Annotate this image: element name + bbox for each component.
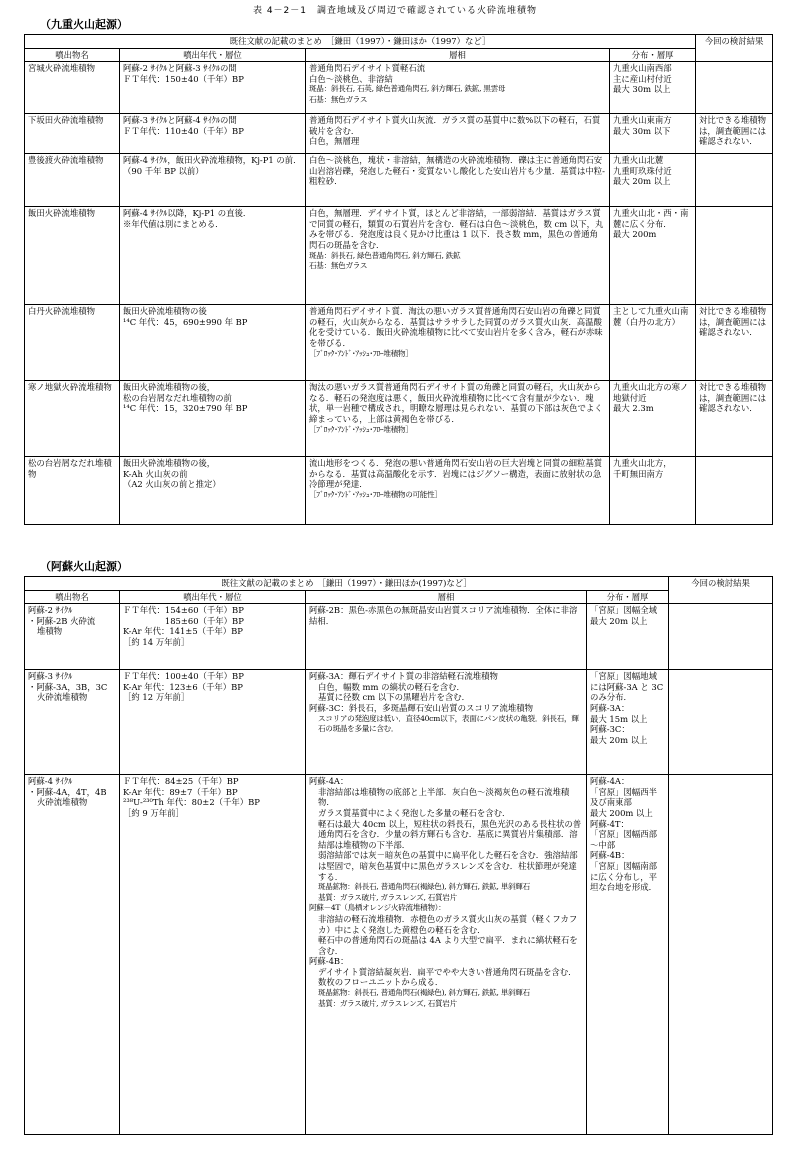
row-age: 阿蘇-3 ｻｲｸﾙと阿蘇-4 ｻｲｸﾙの間 ＦＴ年代：110±40（千年）BP xyxy=(120,114,306,154)
row-dist: 九重火山北方の寒ノ地獄付近 最大 2.3m xyxy=(610,381,696,457)
row-age: ＦＴ年代：100±40（千年）BP K-Ar 年代：123±6（千年）BP ［約 12 万年前］ xyxy=(120,670,306,775)
table-row xyxy=(25,62,773,114)
row-facies: 白色～淡桃色，塊状・非溶結，無構造の火砕流堆積物．礫は主に普通角閃石安山岩溶岩礫，発泡した軽石・変質ないし酸化した安山岩片も少量．基質は中粒-粗粒砂． xyxy=(306,154,610,207)
table-row xyxy=(25,381,773,457)
col-age: 噴出年代・層位 xyxy=(120,48,306,62)
row-dist: 「宮原」図幅全域 最大 20m 以上 xyxy=(587,604,669,670)
row-name: 阿蘇-4 ｻｲｸﾙ ・阿蘇-4A，4T，4B 火砕流堆積物 xyxy=(25,775,120,1135)
row-result xyxy=(696,154,773,207)
table-row xyxy=(25,457,773,525)
row-name: 宮城火砕流堆積物 xyxy=(25,62,120,114)
row-name: 阿蘇-3 ｻｲｸﾙ ・阿蘇-3A，3B，3C 火砕流堆積物 xyxy=(25,670,120,775)
row-age: ＦＴ年代：154±60（千年）BP 185±60（千年）BP K-Ar 年代：141±5（千年）BP ［約 14 万年前］ xyxy=(120,604,306,670)
row-dist: 九重火山北方， 千町無田南方 xyxy=(610,457,696,525)
row-facies: 普通角閃石デイサイト質軽石流 白色～淡桃色、非溶結 斑晶：斜長石, 石英, 緑色普通角閃石, 斜方輝石, 鉄鉱, 黒雲母 石基：無色ガラス xyxy=(306,62,610,114)
row-dist: 九重火山北・西・南麓に広く分布． 最大 200m xyxy=(610,207,696,305)
table-row xyxy=(25,775,773,1135)
header-group: 既往文献の記載のまとめ ［鎌田（1997）・鎌田ほか(1997)など］ xyxy=(25,577,669,591)
table-row xyxy=(25,114,773,154)
row-name: 豊後渡火砕流堆積物 xyxy=(25,154,120,207)
row-result xyxy=(669,604,773,670)
row-result: 対比できる堆積物は，調査範囲には確認されない． xyxy=(696,305,773,381)
table-row xyxy=(25,670,773,775)
table-kuju xyxy=(24,34,773,525)
row-dist: 九重火山南西部 主に産山村付近 最大 30m 以上 xyxy=(610,62,696,114)
table-row xyxy=(25,207,773,305)
row-name: 飯田火砕流堆積物 xyxy=(25,207,120,305)
col-facies: 層相 xyxy=(306,48,610,62)
row-facies: 普通角閃石デイサイト質．淘汰の悪いガラス質普通角閃石安山岩の角礫と同質の軽石，火山灰からなる．基質はサラサラした同質のガラス質火山灰．高温酸化を受けている．飯田火砕流堆積物に比べて安山岩片を多く含み，軽石が赤味を帯びる． ［ﾌﾞﾛｯｸ･ｱﾝﾄﾞ･ｱｯｼｭ･ﾌﾛｰ堆積物］ xyxy=(306,305,610,381)
row-name: 寒ノ地獄火砕流堆積物 xyxy=(25,381,120,457)
table-aso xyxy=(24,576,773,1135)
table-row xyxy=(25,305,773,381)
row-dist: 「宮原」図幅地域には阿蘇-3A と 3C のみ分布． 阿蘇-3A： 最大 15m 以上 阿蘇-3C： 最大 20m 以上 xyxy=(587,670,669,775)
row-result xyxy=(696,207,773,305)
row-facies: 流山地形をつくる．発泡の悪い普通角閃石安山岩の巨大岩塊と同質の細粒基質からなる．基質は高温酸化を示す．岩塊にはジグソー構造，表面に放射状の急冷節理が発達． ［ﾌﾞﾛｯｸ･ｱﾝﾄﾞ･ｱｯｼｭ･ﾌﾛｰ堆積物の可能性］ xyxy=(306,457,610,525)
row-dist: 主として九重火山南麓（白丹の北方） xyxy=(610,305,696,381)
row-facies: 阿蘇-4A： 非溶結部は堆積物の底部と上半部．灰白色～淡褐灰色の軽石流堆積物． ガラス質基質中によく発泡した多量の軽石を含む． 軽石は最大 40cm 以上，短柱状の斜長石，黒色光沢のある長柱状の普通角閃石を含む．少量の斜方輝石も含む．基底に異質岩片集積部．溶結部は堆積物の下半部． 弱溶結部では灰－暗灰色の基質中に扁平化した軽石を含む．強溶結部は堅固で，暗灰色基質中に黒色ガラスレンズを含む．柱状節理が発達する． 斑晶鉱物：斜長石, 普通角閃石(褐緑色), 斜方輝石, 鉄鉱, 単斜輝石 基質：ガラス破片, ガラスレンズ, 石質岩片 阿蘇－4T（鳥栖オレンジ火砕流堆積物）： 非溶結の軽石流堆積物．赤橙色のガラス質火山灰の基質（軽くフカフカ）中によく発泡した黄橙色の軽石を含む． 軽石中の普通角閃石の斑晶は 4A より大型で扁平．まれに縞状軽石を含む． 阿蘇-4B： デイサイト質溶結凝灰岩．扁平でやや大きい普通角閃石斑晶を含む．数枚のフローユニットから成る． 斑晶鉱物：斜長石, 普通角閃石(褐緑色), 斜方輝石, 鉄鉱, 単斜輝石 基質：ガラス破片, ガラスレンズ, 石質岩片 xyxy=(306,775,587,1135)
col-name: 噴出物名 xyxy=(25,590,120,604)
header-group: 既往文献の記載のまとめ ［鎌田（1997）・鎌田ほか（1997）など］ xyxy=(25,35,696,49)
table-row xyxy=(25,604,773,670)
row-name: 白丹火砕流堆積物 xyxy=(25,305,120,381)
col-facies: 層相 xyxy=(306,590,587,604)
row-dist: 九重火山東南方 最大 30m 以下 xyxy=(610,114,696,154)
row-facies: 阿蘇-2B：黒色-赤黒色の無斑晶安山岩質スコリア流堆積物．全体に非溶結相． xyxy=(306,604,587,670)
document-title: 表 4－2－1 調査地域及び周辺で確認されている火砕流堆積物 xyxy=(252,6,538,16)
row-result xyxy=(696,457,773,525)
row-result: 対比できる堆積物は，調査範囲には確認されない． xyxy=(696,114,773,154)
row-result xyxy=(669,670,773,775)
row-facies: 白色，無層理．デイサイト質，ほとんど非溶結，一部弱溶結．基質はガラス質で同質の軽石，類質の石質岩片を含む．軽石は白色～淡桃色，数 cm 以下，丸みを帯びる．発泡度は良く見かけ比重は 1 以下．長さ数 mm，黒色の普通角閃石の斑晶を含む． 斑晶：斜長石, 緑色普通角閃石, 斜方輝石, 鉄鉱 石基：無色ガラス xyxy=(306,207,610,305)
row-age: ＦＴ年代：84±25（千年）BP K-Ar 年代：89±7（千年）BP ²³⁸U-²³⁰Th 年代：80±2（千年）BP ［約 9 万年前］ xyxy=(120,775,306,1135)
row-age: 阿蘇-2 ｻｲｸﾙと阿蘇-3 ｻｲｸﾙの間 ＦＴ年代：150±40（千年）BP xyxy=(120,62,306,114)
header-result: 今回の検討結果 xyxy=(696,35,773,62)
header-result: 今回の検討結果 xyxy=(669,577,773,604)
table-row xyxy=(25,154,773,207)
section-title-aso: （阿蘇火山起源） xyxy=(40,560,128,573)
col-dist: 分布・層厚 xyxy=(610,48,696,62)
section-title-kuju: （九重火山起源） xyxy=(40,18,128,31)
row-age: 阿蘇-4 ｻｲｸﾙ，飯田火砕流堆積物，Kj-P1 の前． （90 千年 BP 以前） xyxy=(120,154,306,207)
row-name: 松の台岩屑なだれ堆積物 xyxy=(25,457,120,525)
row-age: 飯田火砕流堆積物の後 ¹⁴C 年代：45，690±990 年 BP xyxy=(120,305,306,381)
col-age: 噴出年代・層位 xyxy=(120,590,306,604)
row-dist: 九重火山北麓 九重町玖珠付近 最大 20m 以上 xyxy=(610,154,696,207)
row-facies: 淘汰の悪いガラス質普通角閃石デイサイト質の角礫と同質の軽石，火山灰からなる．軽石の発泡度は悪く，飯田火砕流堆積物に比べて含有量が少ない．塊状，単一岩種で構成され，明瞭な層理は見られない．基質の下部は灰色でよく締まっている，上部は黄褐色を帯びる． ［ﾌﾞﾛｯｸ･ｱﾝﾄﾞ･ｱｯｼｭ･ﾌﾛｰ堆積物］ xyxy=(306,381,610,457)
col-dist: 分布・層厚 xyxy=(587,590,669,604)
row-name: 阿蘇-2 ｻｲｸﾙ ・阿蘇-2B 火砕流 堆積物 xyxy=(25,604,120,670)
col-name: 噴出物名 xyxy=(25,48,120,62)
row-dist: 阿蘇-4A： 「宮原」図幅西半 及び南東部 最大 200m 以上 阿蘇-4T： 「宮原」図幅西部～中部 阿蘇-4B： 「宮原」図幅南部に広く分布し，平坦な台地を形成． xyxy=(587,775,669,1135)
row-result xyxy=(669,775,773,1135)
row-result: 対比できる堆積物は，調査範囲には確認されない． xyxy=(696,381,773,457)
row-result xyxy=(696,62,773,114)
row-facies: 阿蘇-3A：輝石デイサイト質の非溶結軽石流堆積物 白色，幅数 mm の縞状の軽石を含む． 基質に径数 cm 以下の黒曜岩片を含む． 阿蘇-3C：斜長石，多斑晶輝石安山岩質のスコリア流堆積物 スコリアの発泡度は低い．直径40cm以下，表面にパン皮状の亀裂．斜長石，輝石の斑晶を多量に含む． xyxy=(306,670,587,775)
row-facies: 普通角閃石デイサイト質火山灰流．ガラス質の基質中に数%以下の軽石，石質破片を含む． 白色，無層理 xyxy=(306,114,610,154)
row-age: 阿蘇-4 ｻｲｸﾙ以降，Kj-P1 の直後． ※年代値は別にまとめる． xyxy=(120,207,306,305)
row-age: 飯田火砕流堆積物の後， 松の台岩屑なだれ堆積物の前 ¹⁴C 年代：15，320±790 年 BP xyxy=(120,381,306,457)
row-name: 下坂田火砕流堆積物 xyxy=(25,114,120,154)
row-age: 飯田火砕流堆積物の後， K-Ah 火山灰の前 （A2 火山灰の前と推定） xyxy=(120,457,306,525)
